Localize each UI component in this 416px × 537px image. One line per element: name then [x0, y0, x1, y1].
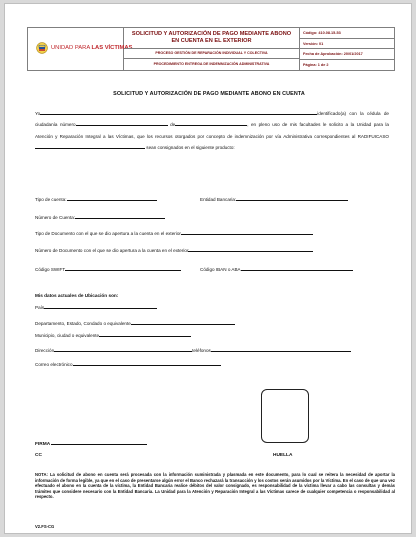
- location-heading: Mis datos actuales de Ubicación son:: [35, 293, 119, 298]
- fingerprint-box[interactable]: [261, 389, 309, 443]
- id-place-line[interactable]: [175, 120, 247, 126]
- brand-name: UNIDAD PARA LAS VÍCTIMAS: [51, 45, 133, 51]
- page-number: Página: 1 de 2: [303, 62, 329, 67]
- name-line[interactable]: [40, 109, 317, 115]
- bank-entity-field: Entidad Bancaria:: [200, 195, 348, 202]
- fingerprint-label: HUELLA: [273, 453, 293, 458]
- state-field: Departamento, Estado, Condado o equivalente: [35, 319, 235, 326]
- iban-field: Código IBAN o ABA: [200, 265, 353, 272]
- request-paragraph: Yo identificado(a) con la cédula de ciudadanía número de , en pleno uso de mis facultades le solicito a la Unidad para la Atención y Reparación Integral a las Víctimas, que los recursos otorgados por concepto de indemnización por vía Administrativa correspondientes al RADIFUICASO sean consignados en el siguiente producto:: [35, 111, 389, 151]
- form-code: Código: 410.08.15-53: [300, 28, 394, 39]
- document-number-field: Número de Documento con el que se dio apertura a la cuenta en el exterior: [35, 246, 313, 253]
- procedure-name: PROCEDIMIENTO ENTREGA DE INDEMNIZACIÓN ADMINISTRATIVA: [124, 59, 300, 70]
- form-version: Versión: 01: [300, 39, 394, 50]
- disclaimer-note: NOTA: La solicitud de abono en cuenta será procesada con la información suministrada y plasmada en este documento, para lo cual se reitera la necesidad de aportar la información de forma legible, ya que en el caso de presentarse algún error el Banco rechazará la transacción y los costos serán asumidos por la Víctima. En el caso de que una vez efectuado el abono en la cuenta de la víctima, la Entidad Bancaria realice débitos del valor consignado, es responsabilidad de la víctima llevar a cabo las consultas y demás trámites que considere necesario con la Entidad Bancaria. La Unidad para la Atención y Reparación Integral a las Víctimas carece de cualquier competencia o responsabilidad al respecto.: [35, 472, 395, 500]
- document-page: [4, 3, 412, 534]
- signature-field: FIRMA: [35, 439, 147, 447]
- id-number-line[interactable]: [76, 120, 168, 126]
- city-field: Municipio, ciudad o equivalente: [35, 331, 191, 338]
- approval-date: Fecha de Aprobación: 20/01/2017: [300, 49, 394, 60]
- document-title: SOLICITUD Y AUTORIZACIÓN DE PAGO MEDIANTE ABONO EN CUENTA: [113, 91, 305, 97]
- document-type-field: Tipo de Documento con el que se dio apertura a la cuenta en el exterior: [35, 229, 313, 236]
- account-number-field: Número de Cuenta:: [35, 213, 165, 220]
- form-title: SOLICITUD Y AUTORIZACIÓN DE PAGO MEDIANTE ABONO EN CUENTA EN EL EXTERIOR: [124, 28, 300, 49]
- country-field: País: [35, 303, 157, 310]
- radicado-line[interactable]: [35, 143, 145, 149]
- process-name: PROCESO GESTIÓN DE REPARACIÓN INDIVIDUAL Y COLECTIVA: [124, 49, 300, 59]
- cc-label: CC: [35, 453, 42, 458]
- account-type-field: Tipo de cuenta:: [35, 195, 157, 202]
- colombia-seal-icon: [36, 42, 48, 54]
- address-field: Dirección teléfonos: [35, 346, 351, 353]
- logo: [36, 42, 132, 54]
- header-table: [27, 27, 395, 71]
- email-field: Correo electrónico: [35, 360, 221, 367]
- swift-field: Código SWIFT: [35, 265, 181, 272]
- footer-code: V2.FS-CG: [35, 524, 55, 529]
- logo-cell: [28, 28, 133, 70]
